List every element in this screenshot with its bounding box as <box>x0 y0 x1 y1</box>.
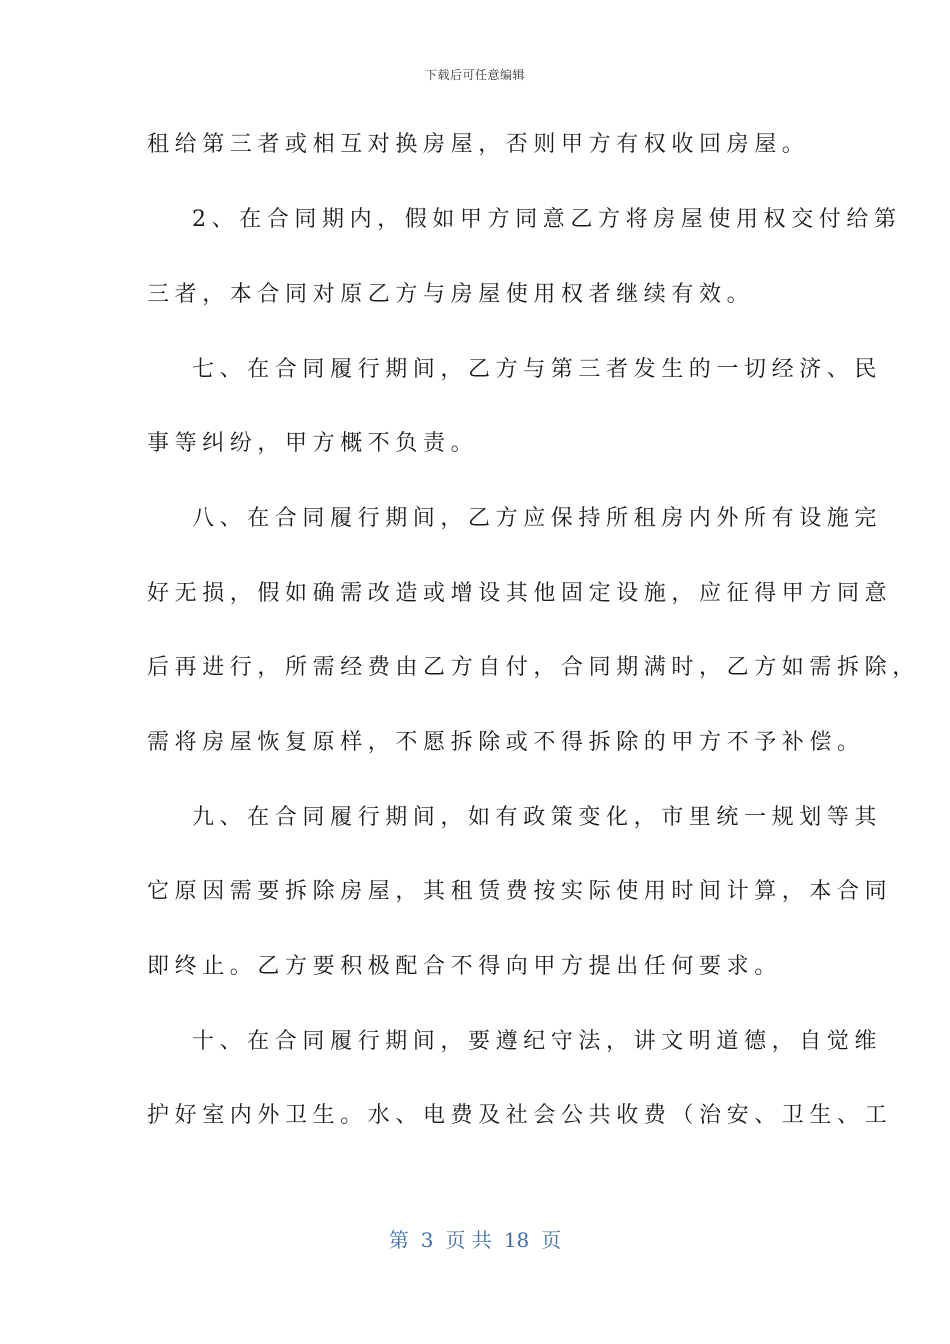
body-line: 后再进行，所需经费由乙方自付，合同期满时，乙方如需拆除， <box>147 655 920 680</box>
body-line: 事等纠纷，甲方概不负责。 <box>147 431 479 456</box>
body-line: 即终止。乙方要积极配合不得向甲方提出任何要求。 <box>147 954 782 979</box>
page-header-note: 下载后可任意编辑 <box>424 68 525 82</box>
page-label-suffix: 页 <box>541 1228 562 1252</box>
current-page-number: 3 <box>420 1228 434 1252</box>
page-label-mid: 页 共 <box>445 1228 492 1252</box>
body-line: 七、在合同履行期间，乙方与第三者发生的一切经济、民 <box>192 357 883 382</box>
body-line: 租给第三者或相互对换房屋，否则甲方有权收回房屋。 <box>147 132 810 157</box>
page-label-prefix: 第 <box>388 1228 409 1252</box>
body-line: 护好室内外卫生。水、电费及社会公共收费（治安、卫生、工 <box>147 1103 893 1128</box>
body-line: 它原因需要拆除房屋，其租赁费按实际使用时间计算，本合同 <box>147 879 893 904</box>
body-line: 三者，本合同对原乙方与房屋使用权者继续有效。 <box>147 282 755 307</box>
body-line: 八、在合同履行期间，乙方应保持所租房内外所有设施完 <box>192 506 883 531</box>
total-pages-number: 18 <box>503 1228 530 1252</box>
body-line: 好无损，假如确需改造或增设其他固定设施，应征得甲方同意 <box>147 581 893 606</box>
body-line: 2、在合同期内，假如甲方同意乙方将房屋使用权交付给第 <box>192 207 902 232</box>
page-footer <box>0 1224 950 1253</box>
body-line: 十、在合同履行期间，要遵纪守法，讲文明道德，自觉维 <box>192 1029 883 1054</box>
body-line: 九、在合同履行期间，如有政策变化，市里统一规划等其 <box>192 805 883 830</box>
body-line: 需将房屋恢复原样，不愿拆除或不得拆除的甲方不予补偿。 <box>147 730 865 755</box>
